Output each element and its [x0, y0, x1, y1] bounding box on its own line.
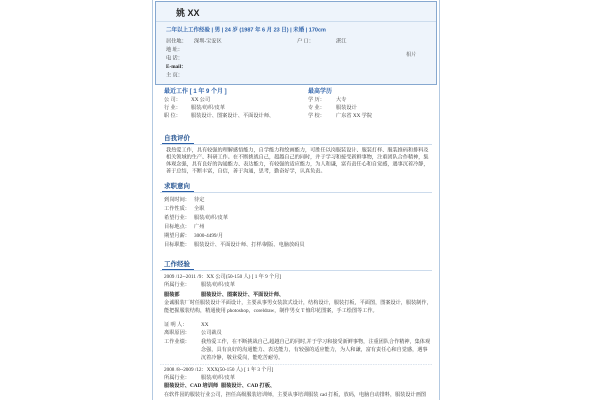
self-evaluation-text: 我热爱工作，具有较强的理解感悟能力，自学能力和绘画能力，可胜任以岗服装设计、服装打样、服装推码和排料及相关领域的生产、科研工作。在不断挑战自己，超越自己的同时，并于学习和接受新鲜事物，注重团队合作精神，集体观念强，具有良好的沟通能力、表达能力，有较强的适应能力，为人和谦，富有责任心和自觉感，遇事沉着冷静，善于总结，不断丰富，自信，善于沟通，思考，勤奋好学，认真负责。 [166, 147, 429, 174]
job-period: 2009 /12--2011 /9：XX 公司(50-150 人) [ 1 年 9 个月] [164, 274, 282, 280]
candidate-name: 姚 XX [176, 8, 200, 18]
job-intention-value: 服装设计、平面设计师、打样/制版、电脑放码员 [194, 242, 305, 248]
recent-work-heading: 最近工作 [ 1 年 9 个月 ] [164, 87, 227, 95]
photo-placeholder: 相片 [406, 52, 417, 58]
phone-label: 电 话： [166, 55, 183, 61]
job-intention-label: 目标地点： [164, 224, 190, 230]
job-intention-value: 全职 [194, 206, 205, 212]
job-period: 2008 /8--2009 /12：XXX(50-150 人) [ 1 年 3 个月] [164, 367, 274, 373]
education-label: 学 校： [308, 113, 325, 119]
recent-work-value: 服装设计、图案设计、平面设计师、 [191, 113, 275, 119]
job-intention-label: 目标职能： [164, 242, 190, 248]
job-industry-label: 所属行业： [164, 282, 190, 288]
job-leave-reason-label: 离职原因： [164, 330, 190, 336]
hukou-value: 湛江 [336, 38, 347, 44]
job-position: 服装设计、图案设计、平面设计师、 [201, 292, 285, 298]
residence-label: 居住地： [166, 38, 187, 44]
job-intention-value: 广州 [194, 224, 205, 230]
job-intention-value: 待定 [194, 197, 205, 203]
job-position: 服装设计、CAD 打板、 [221, 383, 276, 389]
job-industry-value: 服装/纺织/皮革 [201, 282, 236, 288]
job-intention-value: 服装/纺织/皮革 [194, 215, 229, 221]
job-department: 服装部 [164, 292, 180, 298]
job-achievement-text: 我热爱工作，在不断挑战自己,超越自己的同时,并于学习和接受新鲜事物，注重团队合作精神，集体观念强，具有良好的沟通能力、表达能力，有较强的适应能力，为人和谦，富有责任心和自觉感，遇事沉着冷静，敬业爱岗，能吃苦耐劳。 [201, 339, 431, 361]
work-experience-heading: 工作经验 [164, 260, 191, 268]
candidate-summary: 二年以上工作经验 | 男 | 24 岁 (1987 年 6 月 23 日) | 未婚 | 170cm [166, 27, 326, 33]
resume-page [152, 0, 440, 400]
job-industry-label: 所属行业： [164, 375, 190, 381]
job-intention-label: 期望月薪： [164, 233, 190, 239]
job-intention-label: 到岗时间： [164, 197, 190, 203]
section-rule [160, 192, 432, 193]
recent-work-value: 服装/纺织/皮革 [191, 105, 226, 111]
resume-header [155, 1, 437, 85]
header-divider [156, 21, 436, 22]
job-intention-label: 希望行业： [164, 215, 190, 221]
job-intention-heading: 求职意向 [164, 182, 191, 190]
education-value: 广东省 XX 学院 [336, 113, 373, 119]
job-leave-reason-value: 公司裁员 [201, 330, 222, 336]
residence-value: 深圳-宝安区 [194, 38, 222, 44]
education-heading: 最高学历 [308, 87, 333, 95]
email-label: E-mail： [166, 64, 187, 70]
job-intention-label: 工作性质： [164, 206, 190, 212]
job-department: 服装设计、CAD 培训师 [164, 383, 219, 389]
job-description: 在软件园的服装行业公司，担任高级服装培训师，主要从事培训服装 cad 打板，放码，电脑自动排料，服装设计画图 [164, 392, 426, 398]
education-label: 专 业： [308, 105, 325, 111]
address-label: 地 址： [166, 47, 183, 53]
job-achievement-label: 工作业绩： [164, 339, 190, 345]
homepage-label: 主 页： [166, 72, 183, 78]
education-label: 学 历： [308, 97, 325, 103]
recent-work-value: XX 公司 [191, 97, 211, 103]
recent-work-label: 职 位： [164, 113, 181, 119]
job-description: 金诚服装厂时任服装设计平面设计，主要从事男女装款式设计，结构设计，服装打板，平面图，图案设计，服装制作，能把握服装结构，精通使用 photoshop，coreldraw，制作男女 T 恤印花图案，手工绘图等工作。 [164, 300, 432, 314]
recent-work-label: 行 业： [164, 105, 181, 111]
section-rule [160, 270, 432, 271]
job-industry-value: 服装/纺织/皮革 [201, 375, 236, 381]
section-rule [160, 144, 432, 145]
job-reference-label: 证 明 人： [164, 322, 188, 328]
education-value: 大专 [336, 97, 347, 103]
recent-work-label: 公 司： [164, 97, 181, 103]
hukou-label: 户 口： [297, 38, 314, 44]
job-reference-value: XX [201, 322, 209, 328]
self-evaluation-heading: 自我评价 [164, 134, 191, 142]
job-intention-value: 3000-4499/月 [194, 233, 224, 239]
education-value: 服装设计 [336, 105, 357, 111]
job-separator [160, 364, 432, 365]
